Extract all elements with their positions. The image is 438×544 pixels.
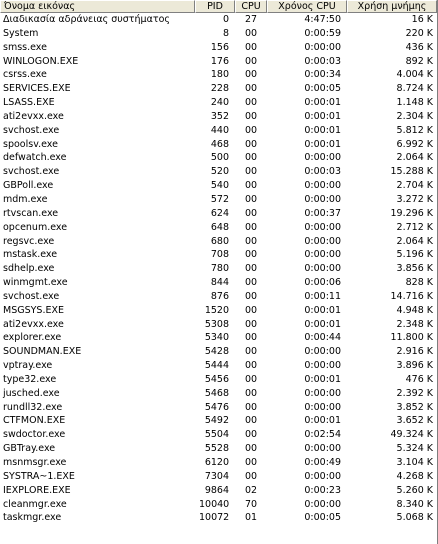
process-name: IEXPLORE.EXE: [3, 484, 71, 496]
process-cpu: 00: [244, 429, 258, 441]
process-memory: 19.296 K: [390, 207, 433, 219]
process-pid: 5492: [204, 415, 229, 427]
process-name: smss.exe: [3, 41, 47, 53]
process-row[interactable]: [0, 470, 437, 484]
process-memory: 5.068 K: [396, 512, 433, 524]
process-memory: 8.724 K: [396, 83, 433, 95]
process-name: mdm.exe: [3, 193, 48, 205]
process-memory: 3.272 K: [396, 193, 433, 205]
process-pid: 520: [210, 166, 229, 178]
process-row[interactable]: [0, 165, 437, 179]
process-row[interactable]: [0, 138, 437, 152]
process-pid: 572: [210, 193, 229, 205]
process-cpu: 01: [244, 512, 258, 524]
process-name: spoolsv.exe: [3, 138, 58, 150]
process-row[interactable]: [0, 401, 437, 415]
process-row[interactable]: [0, 96, 437, 110]
column-header-pid[interactable]: PID: [195, 0, 235, 13]
process-row[interactable]: [0, 41, 437, 55]
process-name: msnmsgr.exe: [3, 457, 67, 468]
process-cpu: 00: [244, 83, 258, 95]
process-cpu-time: 0:00:00: [304, 263, 341, 275]
process-row[interactable]: [0, 124, 437, 138]
process-cpu-time: 0:00:00: [304, 470, 341, 482]
process-pid: 5504: [204, 429, 229, 441]
process-row[interactable]: [0, 68, 437, 82]
process-cpu: 00: [244, 27, 258, 39]
process-memory: 49.324 K: [390, 429, 433, 441]
process-cpu: 00: [244, 443, 258, 455]
process-name: svchost.exe: [3, 290, 60, 302]
process-row[interactable]: [0, 13, 437, 27]
process-memory: 2.704 K: [396, 180, 433, 192]
process-cpu-time: 0:00:00: [304, 193, 341, 205]
process-cpu: 00: [244, 69, 258, 81]
process-memory: 5.324 K: [396, 443, 433, 455]
process-cpu-time: 0:00:00: [304, 235, 341, 247]
process-row[interactable]: [0, 276, 437, 290]
process-name: jusched.exe: [3, 387, 60, 399]
process-name: svchost.exe: [3, 166, 60, 178]
process-cpu: 00: [244, 332, 258, 344]
process-cpu-time: 0:00:01: [304, 97, 341, 109]
process-row[interactable]: [0, 318, 437, 332]
process-cpu: 00: [244, 124, 258, 136]
process-row[interactable]: [0, 511, 437, 525]
process-name: mstask.exe: [3, 249, 58, 261]
process-cpu-time: 0:00:00: [304, 498, 341, 510]
process-pid: 648: [210, 221, 229, 233]
process-memory: 2.392 K: [396, 387, 433, 399]
process-pid: 876: [210, 290, 229, 302]
process-cpu: 00: [244, 193, 258, 205]
process-memory: 2.712 K: [396, 221, 433, 233]
process-name: SOUNDMAN.EXE: [3, 346, 82, 358]
process-cpu: 00: [244, 373, 258, 385]
process-pid: 7304: [204, 470, 229, 482]
process-row[interactable]: [0, 428, 437, 442]
process-memory: 5.812 K: [396, 124, 433, 136]
process-pid: 5340: [204, 332, 229, 344]
process-name: rtvscan.exe: [3, 207, 59, 219]
process-row[interactable]: [0, 179, 437, 193]
process-cpu-time: 0:00:01: [304, 373, 341, 385]
process-row[interactable]: [0, 207, 437, 221]
process-pid: 680: [210, 235, 229, 247]
process-pid: 9864: [204, 484, 229, 496]
process-cpu-time: 0:00:01: [304, 304, 341, 316]
process-pid: 540: [210, 180, 229, 192]
process-name: sdhelp.exe: [3, 263, 55, 275]
process-memory: 4.268 K: [396, 470, 433, 482]
process-memory: 2.916 K: [396, 346, 433, 358]
process-cpu-time: 0:00:01: [304, 124, 341, 136]
process-memory: 16 K: [411, 14, 433, 25]
process-row[interactable]: [0, 498, 437, 512]
process-cpu: 00: [244, 277, 258, 289]
column-header-cpu-time[interactable]: Χρόνος CPU: [267, 0, 347, 13]
process-cpu: 00: [244, 415, 258, 427]
process-row[interactable]: [0, 193, 437, 207]
process-row[interactable]: [0, 359, 437, 373]
process-cpu: 00: [244, 180, 258, 192]
process-name: CTFMON.EXE: [3, 415, 66, 427]
process-cpu: 00: [244, 263, 258, 275]
process-cpu-time: 0:00:00: [304, 401, 341, 413]
process-cpu: 27: [244, 14, 258, 25]
process-cpu-time: 0:00:59: [304, 27, 341, 39]
process-name: SYSTRA~1.EXE: [3, 470, 75, 482]
process-name: System: [3, 27, 39, 39]
column-header-memory-usage[interactable]: Χρήση μνήμης: [347, 0, 437, 13]
process-name: WINLOGON.EXE: [3, 55, 79, 67]
process-name: explorer.exe: [3, 332, 62, 344]
process-pid: 780: [210, 263, 229, 275]
process-row[interactable]: [0, 151, 437, 165]
process-pid: 176: [210, 55, 229, 67]
process-cpu-time: 0:00:44: [304, 332, 341, 344]
process-cpu: 00: [244, 207, 258, 219]
process-cpu-time: 0:00:11: [304, 290, 341, 302]
process-memory: 436 K: [405, 41, 433, 53]
process-row[interactable]: [0, 221, 437, 235]
process-pid: 228: [210, 83, 229, 95]
process-cpu: 00: [244, 138, 258, 150]
process-cpu: 00: [244, 110, 258, 122]
process-memory: 5.260 K: [396, 484, 433, 496]
process-cpu: 70: [244, 498, 258, 510]
process-cpu-time: 0:00:05: [304, 512, 341, 524]
column-header-image-name[interactable]: Όνομα εικόνας: [0, 0, 195, 13]
process-cpu: 02: [244, 484, 258, 496]
process-pid: 8: [222, 27, 229, 39]
process-pid: 5444: [204, 360, 229, 372]
process-pid: 844: [210, 277, 229, 289]
process-pid: 5528: [204, 443, 229, 455]
process-name: regsvc.exe: [3, 235, 55, 247]
process-pid: 10040: [199, 498, 230, 510]
process-pid: 180: [210, 69, 229, 81]
process-cpu-time: 0:00:00: [304, 387, 341, 399]
process-memory: 220 K: [405, 27, 433, 39]
process-cpu-time: 0:00:06: [304, 277, 341, 289]
process-name: csrss.exe: [3, 69, 47, 81]
process-memory: 8.340 K: [396, 498, 433, 510]
process-memory: 6.992 K: [396, 138, 433, 150]
process-cpu-time: 0:00:01: [304, 415, 341, 427]
process-row[interactable]: [0, 82, 437, 96]
process-row[interactable]: [0, 331, 437, 345]
process-cpu-time: 0:00:05: [304, 83, 341, 95]
process-pid: 5308: [204, 318, 229, 330]
process-name: svchost.exe: [3, 124, 60, 136]
process-row[interactable]: [0, 110, 437, 124]
process-cpu: 00: [244, 235, 258, 247]
process-pid: 5476: [204, 401, 229, 413]
process-memory: 11.800 K: [390, 332, 433, 344]
process-cpu-time: 0:00:37: [304, 207, 341, 219]
process-name: cleanmgr.exe: [3, 498, 67, 510]
process-name: winmgmt.exe: [3, 277, 68, 289]
process-memory: 4.948 K: [396, 304, 433, 316]
process-cpu-time: 4:47:50: [304, 14, 341, 25]
process-cpu: 00: [244, 457, 258, 468]
process-pid: 500: [210, 152, 229, 164]
process-name: GBTray.exe: [3, 443, 56, 455]
process-cpu: 00: [244, 152, 258, 164]
process-row[interactable]: [0, 248, 437, 262]
process-memory: 5.196 K: [396, 249, 433, 261]
process-cpu-time: 0:00:00: [304, 152, 341, 164]
process-name: SERVICES.EXE: [3, 83, 71, 95]
process-cpu: 00: [244, 290, 258, 302]
process-cpu: 00: [244, 249, 258, 261]
process-pid: 156: [210, 41, 229, 53]
process-memory: 2.348 K: [396, 318, 433, 330]
process-cpu-time: 0:00:34: [304, 69, 341, 81]
process-memory: 4.004 K: [396, 69, 433, 81]
process-cpu: 00: [244, 387, 258, 399]
process-memory: 14.716 K: [390, 290, 433, 302]
process-name: type32.exe: [3, 373, 57, 385]
column-header-row: [0, 0, 437, 13]
process-memory: 476 K: [405, 373, 433, 385]
process-memory: 3.896 K: [396, 360, 433, 372]
process-row[interactable]: [0, 387, 437, 401]
process-cpu-time: 0:00:00: [304, 221, 341, 233]
process-row[interactable]: [0, 290, 437, 304]
process-cpu-time: 0:00:49: [304, 457, 341, 468]
process-row[interactable]: [0, 345, 437, 359]
process-name: defwatch.exe: [3, 152, 67, 164]
process-name: taskmgr.exe: [3, 512, 62, 524]
process-cpu-time: 0:00:00: [304, 360, 341, 372]
column-header-cpu[interactable]: CPU: [235, 0, 267, 13]
process-pid: 468: [210, 138, 229, 150]
process-name: ati2evxx.exe: [3, 318, 64, 330]
process-cpu-time: 0:00:00: [304, 443, 341, 455]
process-row[interactable]: [0, 414, 437, 428]
process-cpu: 00: [244, 166, 258, 178]
process-cpu-time: 0:02:54: [304, 429, 341, 441]
process-name: vptray.exe: [3, 360, 53, 372]
process-memory: 2.064 K: [396, 235, 433, 247]
process-name: opcenum.exe: [3, 221, 68, 233]
process-cpu: 00: [244, 304, 258, 316]
process-cpu: 00: [244, 221, 258, 233]
process-row[interactable]: [0, 235, 437, 249]
process-cpu-time: 0:00:01: [304, 110, 341, 122]
process-cpu: 00: [244, 55, 258, 67]
process-pid: 5468: [204, 387, 229, 399]
process-name: Διαδικασία αδράνειας συστήματος: [3, 14, 170, 25]
process-cpu: 00: [244, 346, 258, 358]
process-rows: [0, 13, 437, 525]
process-pid: 6120: [204, 457, 229, 468]
process-pid: 240: [210, 97, 229, 109]
process-memory: 15.288 K: [390, 166, 433, 178]
process-pid: 352: [210, 110, 229, 122]
process-row[interactable]: [0, 373, 437, 387]
process-cpu: 00: [244, 41, 258, 53]
process-memory: 3.104 K: [396, 457, 433, 468]
process-row[interactable]: [0, 27, 437, 41]
process-memory: 2.064 K: [396, 152, 433, 164]
process-name: rundll32.exe: [3, 401, 63, 413]
process-row[interactable]: [0, 484, 437, 498]
process-name: LSASS.EXE: [3, 97, 55, 109]
process-name: GBPoll.exe: [3, 180, 54, 192]
process-pid: 0: [222, 14, 229, 25]
process-pid: 5456: [204, 373, 229, 385]
process-memory: 3.856 K: [396, 263, 433, 275]
process-cpu-time: 0:00:00: [304, 180, 341, 192]
process-row[interactable]: [0, 262, 437, 276]
process-cpu-time: 0:00:23: [304, 484, 341, 496]
process-row[interactable]: [0, 442, 437, 456]
process-pid: 708: [210, 249, 229, 261]
process-cpu-time: 0:00:00: [304, 41, 341, 53]
process-name: swdoctor.exe: [3, 429, 66, 441]
process-pid: 10072: [199, 512, 230, 524]
process-cpu-time: 0:00:00: [304, 346, 341, 358]
process-cpu: 00: [244, 97, 258, 109]
process-name: ati2evxx.exe: [3, 110, 64, 122]
process-row[interactable]: [0, 456, 437, 470]
process-row[interactable]: [0, 304, 437, 318]
process-pid: 1520: [204, 304, 229, 316]
process-memory: 2.304 K: [396, 110, 433, 122]
process-row[interactable]: [0, 55, 437, 69]
process-memory: 828 K: [405, 277, 433, 289]
process-memory: 3.652 K: [396, 415, 433, 427]
process-memory: 892 K: [405, 55, 433, 67]
process-memory: 1.148 K: [396, 97, 433, 109]
process-cpu-time: 0:00:03: [304, 55, 341, 67]
process-cpu-time: 0:00:01: [304, 138, 341, 150]
process-cpu: 00: [244, 318, 258, 330]
process-memory: 3.852 K: [396, 401, 433, 413]
process-cpu-time: 0:00:01: [304, 318, 341, 330]
process-pid: 5428: [204, 346, 229, 358]
process-cpu: 00: [244, 470, 258, 482]
process-cpu-time: 0:00:03: [304, 166, 341, 178]
process-cpu: 00: [244, 360, 258, 372]
process-name: MSGSYS.EXE: [3, 304, 64, 316]
process-cpu: 00: [244, 401, 258, 413]
process-pid: 624: [210, 207, 229, 219]
process-cpu-time: 0:00:00: [304, 249, 341, 261]
process-pid: 440: [210, 124, 229, 136]
